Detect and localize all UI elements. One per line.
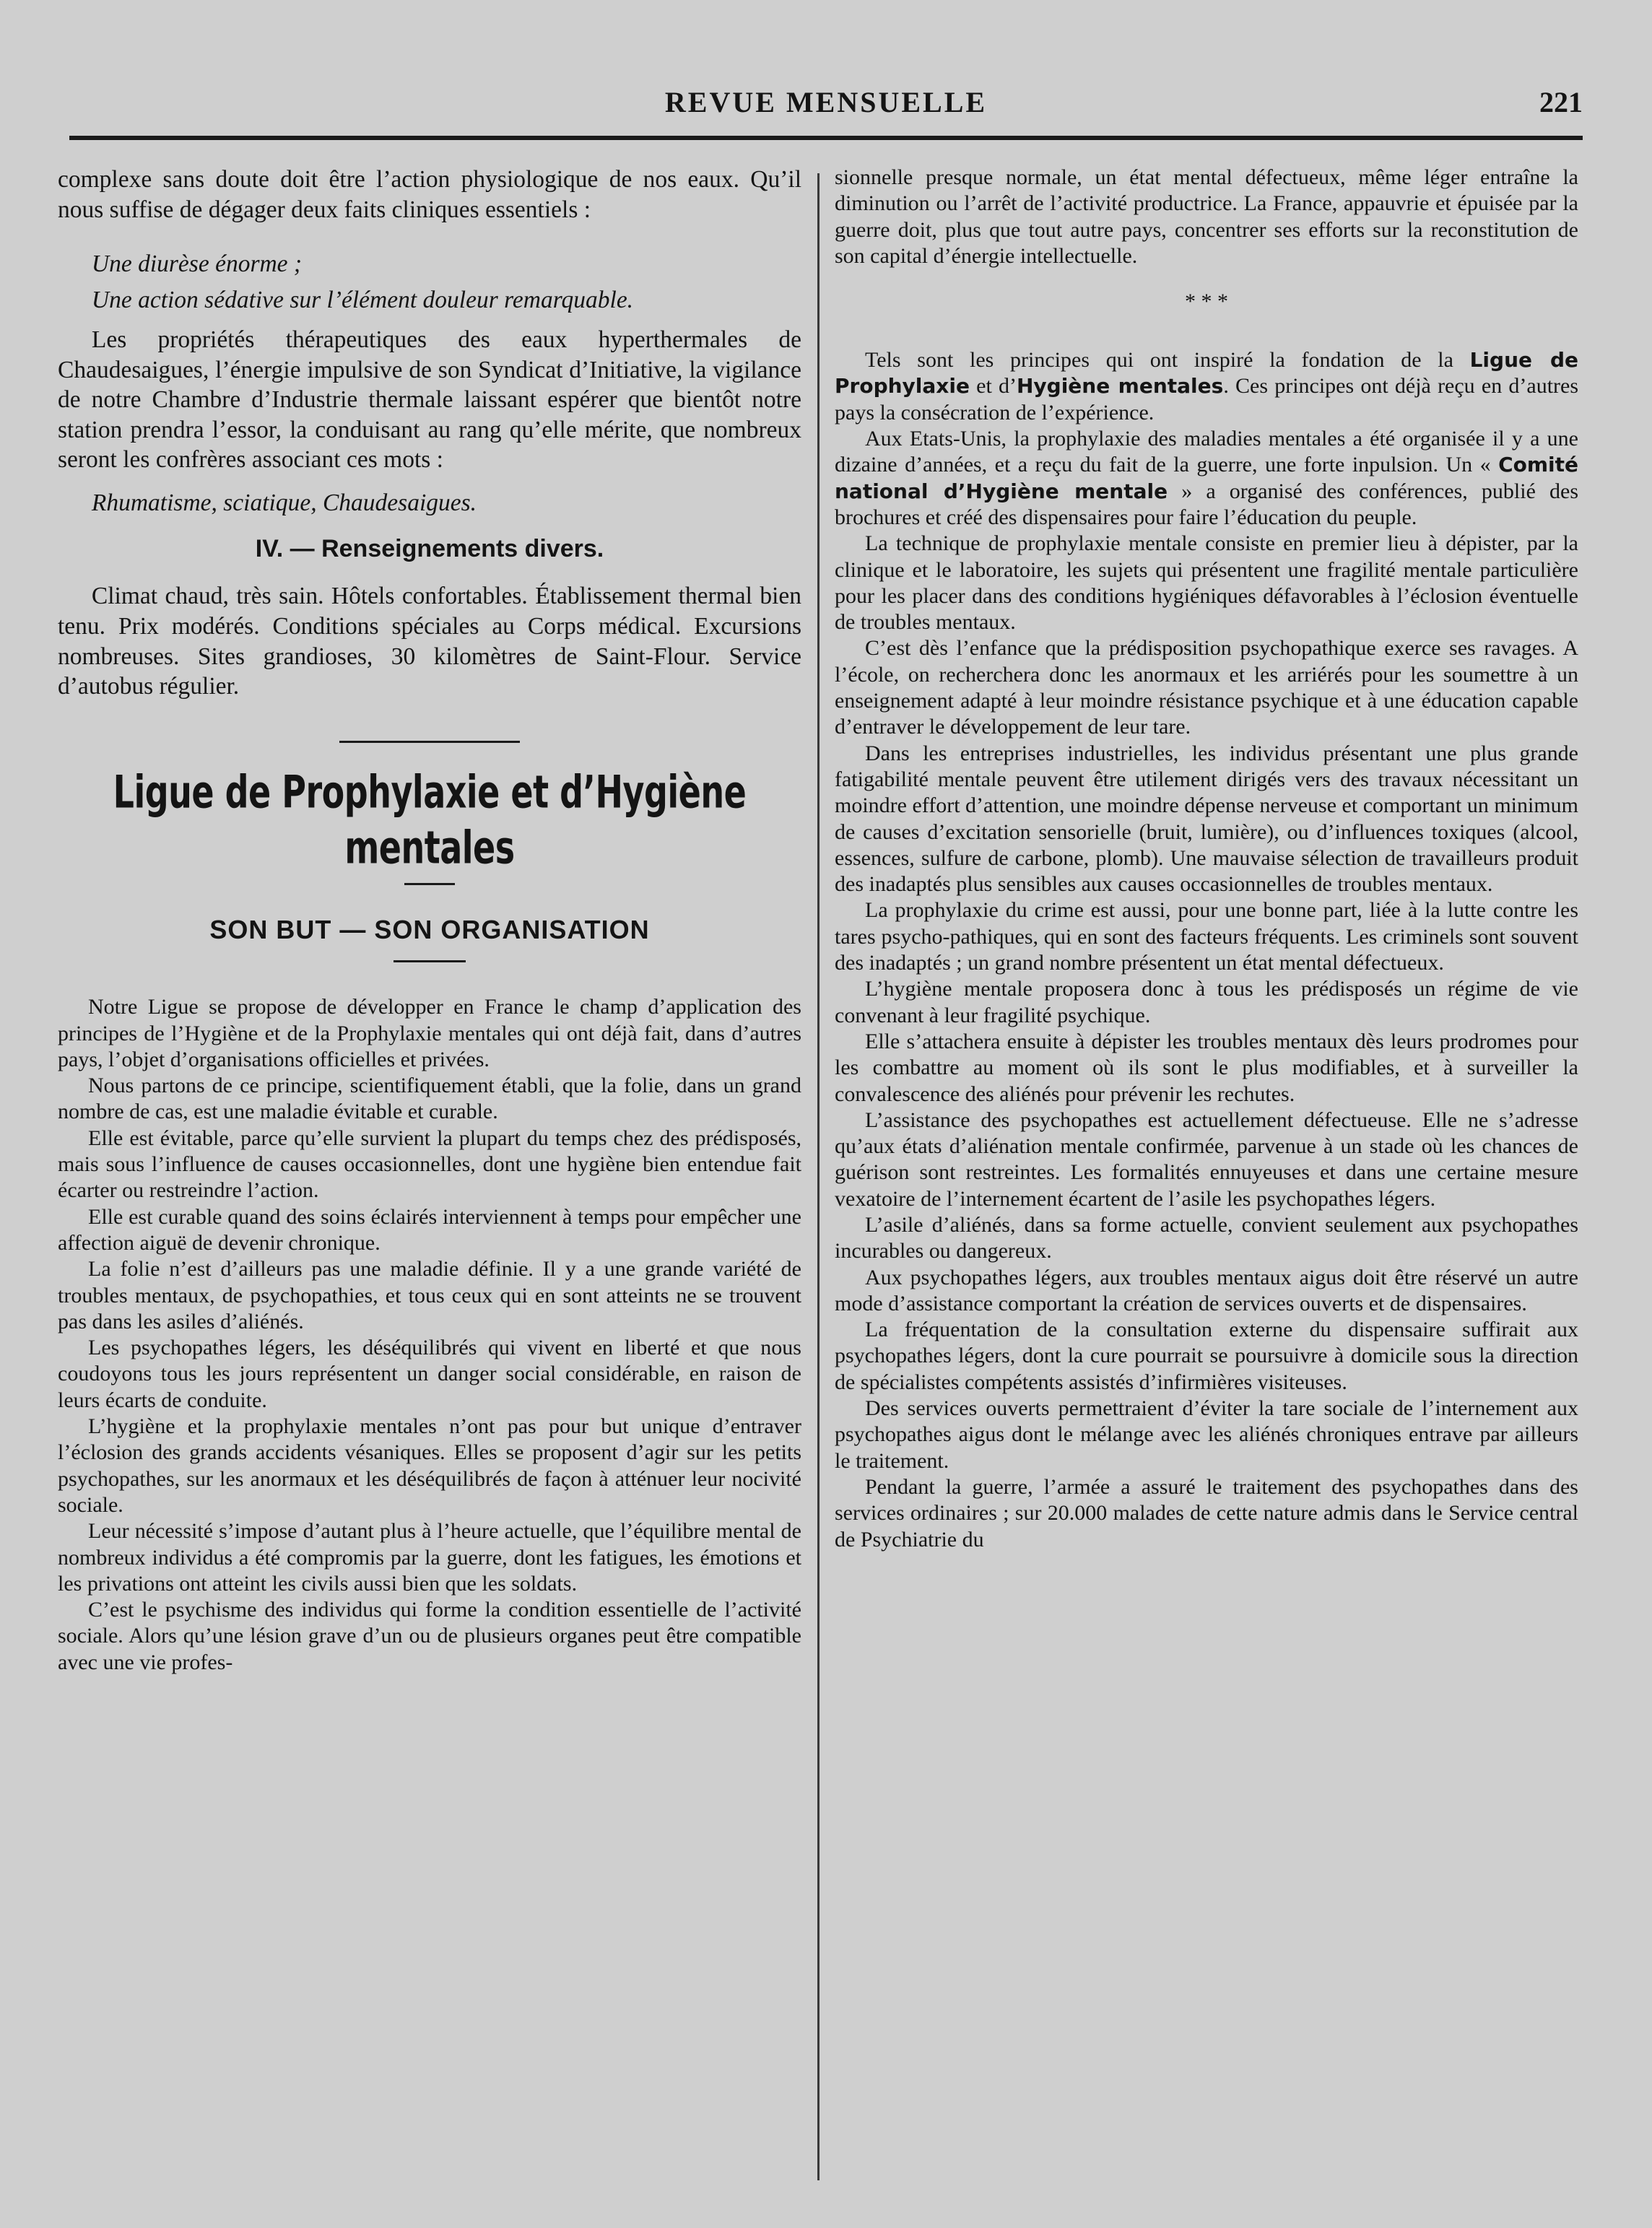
paragraph: Les psychopathes légers, les déséquilibrés qui vivent en liberté et que nous coudoyons tous les jours représentent un danger social considérable, en raison de leurs écarts de conduite. bbox=[58, 1336, 801, 1412]
paragraph: Elle s’attachera ensuite à dépister les troubles mentaux dès leurs prodromes pour les combattre au moment où ils sont le plus modifiables, et à surveiller la convalescence des aliénés pour prévenir les rechutes. bbox=[835, 1029, 1578, 1106]
paragraph: C’est le psychisme des individus qui forme la condition essentielle de l’activité sociale. Alors qu’une lésion grave d’un ou de plusieurs organes peut être compatible avec une vie profes- bbox=[58, 1598, 801, 1674]
title-dash bbox=[404, 883, 455, 885]
paragraph: L’hygiène mentale proposera donc à tous les prédisposés un régime de vie convenant à leur fragilité psychique. bbox=[835, 977, 1578, 1027]
paragraph: Les propriétés thérapeutiques des eaux hyperthermales de Chaudesaigues, l’énergie impulsive de son Syndicat d’Initiative, la vigilance de notre Chambre d’Industrie thermale laissant espérer que bientôt notre station prendra l’essor, la conduisant au rang qu’elle mérite, que nombreux seront les confrères associant ces mots : bbox=[58, 326, 801, 474]
text-run: Tels sont les principes qui ont inspiré la fondation de la bbox=[865, 348, 1470, 373]
paragraph: Nous partons de ce principe, scientifiquement établi, que la folie, dans un grand nombre de cas, est une maladie évitable et curable. bbox=[58, 1074, 801, 1124]
asterism: * * * bbox=[1185, 290, 1228, 314]
paragraph: Aux psychopathes légers, aux troubles mentaux aigus doit être réservé un autre mode d’assistance comportant la création de services ouverts et de dispensaires. bbox=[835, 1265, 1578, 1315]
italic-line: Rhumatisme, sciatique, Chaudesaigues. bbox=[91, 489, 477, 516]
paragraph: Notre Ligue se propose de développer en France le champ d’application des principes de l’Hygiène et de la Prophylaxie mentales qui ont déjà fait, dans d’autres pays, l’objet d’organisations officielles et privées. bbox=[58, 995, 801, 1071]
paragraph: Climat chaud, très sain. Hôtels confortables. Établissement thermal bien tenu. Prix modérés. Conditions spéciales au Corps médical. Excursions nombreuses. Sites grandioses, 30 kilomètres de Saint-Flour. Service d’autobus régulier. bbox=[58, 583, 801, 700]
running-title: REVUE MENSUELLE bbox=[664, 86, 988, 118]
page-number: 221 bbox=[1539, 86, 1583, 118]
bold-term: Ligue de Prophylaxie bbox=[835, 348, 1578, 399]
italic-line: Une action sédative sur l’élément douleur remarquable. bbox=[91, 286, 634, 313]
paragraph: sionnelle presque normale, un état mental défectueux, même léger entraîne la diminution ou l’arrêt de l’activité productrice. La France, appauvrie et épuisée par la guerre doit, plus que tout autre pays, concentrer ses efforts sur la reconstitution de son capital d’énergie intellectuelle. bbox=[835, 165, 1578, 268]
paragraph: La fréquentation de la consultation externe du dispensaire suffirait aux psychopathes légers, dont la cure pourrait se poursuivre à domicile sous la direction de spécialistes compétents assistés d’infirmières visiteuses. bbox=[835, 1318, 1578, 1394]
paragraph: Des services ouverts permettraient d’éviter la tare sociale de l’internement aux psychopathes aigus dont le mélange avec les aliénés chroniques entrave par ailleurs le traitement. bbox=[835, 1396, 1578, 1473]
column-divider bbox=[817, 173, 820, 2180]
paragraph: Dans les entreprises industrielles, les individus présentant une plus grande fatigabilité mentale peuvent être utilement dirigés vers des travaux nécessitant un moindre effort d’attention, une moindre dépense nerveuse et comportant un minimum de causes d’excitation sensorielle (bruit, lumière), ou d’influences toxiques (alcool, essences, sulfure de carbone, plomb). Une mauvaise sélection de travailleurs produit des inadaptés plus sensibles aux causes occasionnelles de troubles mentaux. bbox=[835, 741, 1578, 897]
article-body bbox=[58, 994, 801, 1676]
paragraph: L’asile d’aliénés, dans sa forme actuelle, convient seulement aux psychopathes incurables ou dangereux. bbox=[835, 1212, 1578, 1263]
paragraph: Elle est évitable, parce qu’elle survient la plupart du temps chez des prédisposés, mais sous l’influence de causes occasionnelles, dont une hygiène bien entendue fait écarter ou restreindre l’action. bbox=[58, 1126, 801, 1203]
text-run: . Ces principes ont déjà reçu en d’autres pays la consécration de l’expérience. bbox=[835, 374, 1579, 425]
paragraph: La folie n’est d’ailleurs pas une maladie définie. Il y a une grande variété de troubles mentaux, de psychopathies, et tous ceux qui en sont atteints ne se trouvent pas dans les asiles d’aliénés. bbox=[58, 1257, 801, 1333]
article-subtitle: SON BUT — SON ORGANISATION bbox=[209, 914, 650, 944]
page-header bbox=[69, 79, 1583, 137]
paragraph: La prophylaxie du crime est aussi, pour une bonne part, liée à la lutte contre les tares psycho-pathiques, qui en sont des facteurs fréquents. Les criminels sont souvent des inadaptés ; un grand nombre présentent un état mental défectueux. bbox=[835, 898, 1578, 975]
paragraph: Elle est curable quand des soins éclairés interviennent à temps pour empêcher une affection aiguë de devenir chronique. bbox=[58, 1204, 801, 1255]
paragraph: complexe sans doute doit être l’action physiologique de nos eaux. Qu’il nous suffise de dégager deux faits cliniques essentiels : bbox=[58, 166, 801, 223]
right-column bbox=[835, 165, 1578, 1553]
text-run: Aux Etats-Unis, la prophylaxie des maladies mentales a été organisée il y a une dizaine d’années, et a reçu du fait de la guerre, une forte inpulsion. Un « bbox=[835, 427, 1578, 477]
paragraph: Leur nécessité s’impose d’autant plus à l’heure actuelle, que l’équilibre mental de nombreux individus a été compromis par la guerre, dont les fatigues, les émotions et les privations ont atteint les civils aussi bien que les soldats. bbox=[58, 1519, 801, 1596]
paragraph: La technique de prophylaxie mentale consiste en premier lieu à dépister, par la clinique et le laboratoire, les sujets qui présentent une fragilité mentale particulière pour les placer dans des conditions hygiéniques défavorables à l’éclosion éventuelle de troubles mentaux. bbox=[835, 531, 1578, 635]
paragraph: L’hygiène et la prophylaxie mentales n’ont pas pour but unique d’entraver l’éclosion des grands accidents vésaniques. Elles se proposent d’agir sur les petits psychopathes, sur les anormaux et les déséquilibrés de façon à atténuer leur nocivité sociale. bbox=[58, 1414, 801, 1517]
article-title: Ligue de Prophylaxie et d’Hygiène mentales bbox=[113, 765, 747, 874]
subtitle-rule bbox=[394, 960, 466, 962]
header-rule bbox=[69, 136, 1583, 140]
bold-term: Comité national d’Hygiène mentale bbox=[835, 453, 1578, 503]
text-run: et d’ bbox=[969, 374, 1017, 399]
left-column bbox=[58, 165, 801, 1676]
paragraph bbox=[835, 347, 1578, 426]
section-heading: IV. — Renseignements divers. bbox=[255, 535, 604, 563]
italic-line: Une diurèse énorme ; bbox=[91, 251, 303, 278]
paragraph: L’assistance des psychopathes est actuellement défectueuse. Elle ne s’adresse qu’aux états d’aliénation mentale confirmée, parvenue à un stade où les chances de guérison sont restreintes. Les formalités ennuyeuses et dans une certaine mesure vexatoire de l’internement écartent de l’asile les psychopathes légers. bbox=[835, 1108, 1578, 1211]
text-run: » a organisé des conférences, publié des brochures et créé des dispensaires pour faire l’éducation du peuple. bbox=[835, 479, 1578, 529]
paragraph: C’est dès l’enfance que la prédisposition psychopathique exerce ses ravages. A l’école, on recherchera donc les anormaux et les arriérés pour les soumettre à un enseignement adapté à leur moindre résistance psychique et à une éducation capable d’entraver le développement de leur tare. bbox=[835, 636, 1578, 739]
paragraph: Pendant la guerre, l’armée a assuré le traitement des psychopathes dans des services ordinaires ; sur 20.000 malades de cette nature admis dans le Service central de Psychiatrie du bbox=[835, 1474, 1578, 1552]
paragraph bbox=[835, 426, 1578, 531]
section-rule bbox=[339, 741, 520, 743]
bold-term: Hygiène mentales bbox=[1016, 374, 1224, 399]
